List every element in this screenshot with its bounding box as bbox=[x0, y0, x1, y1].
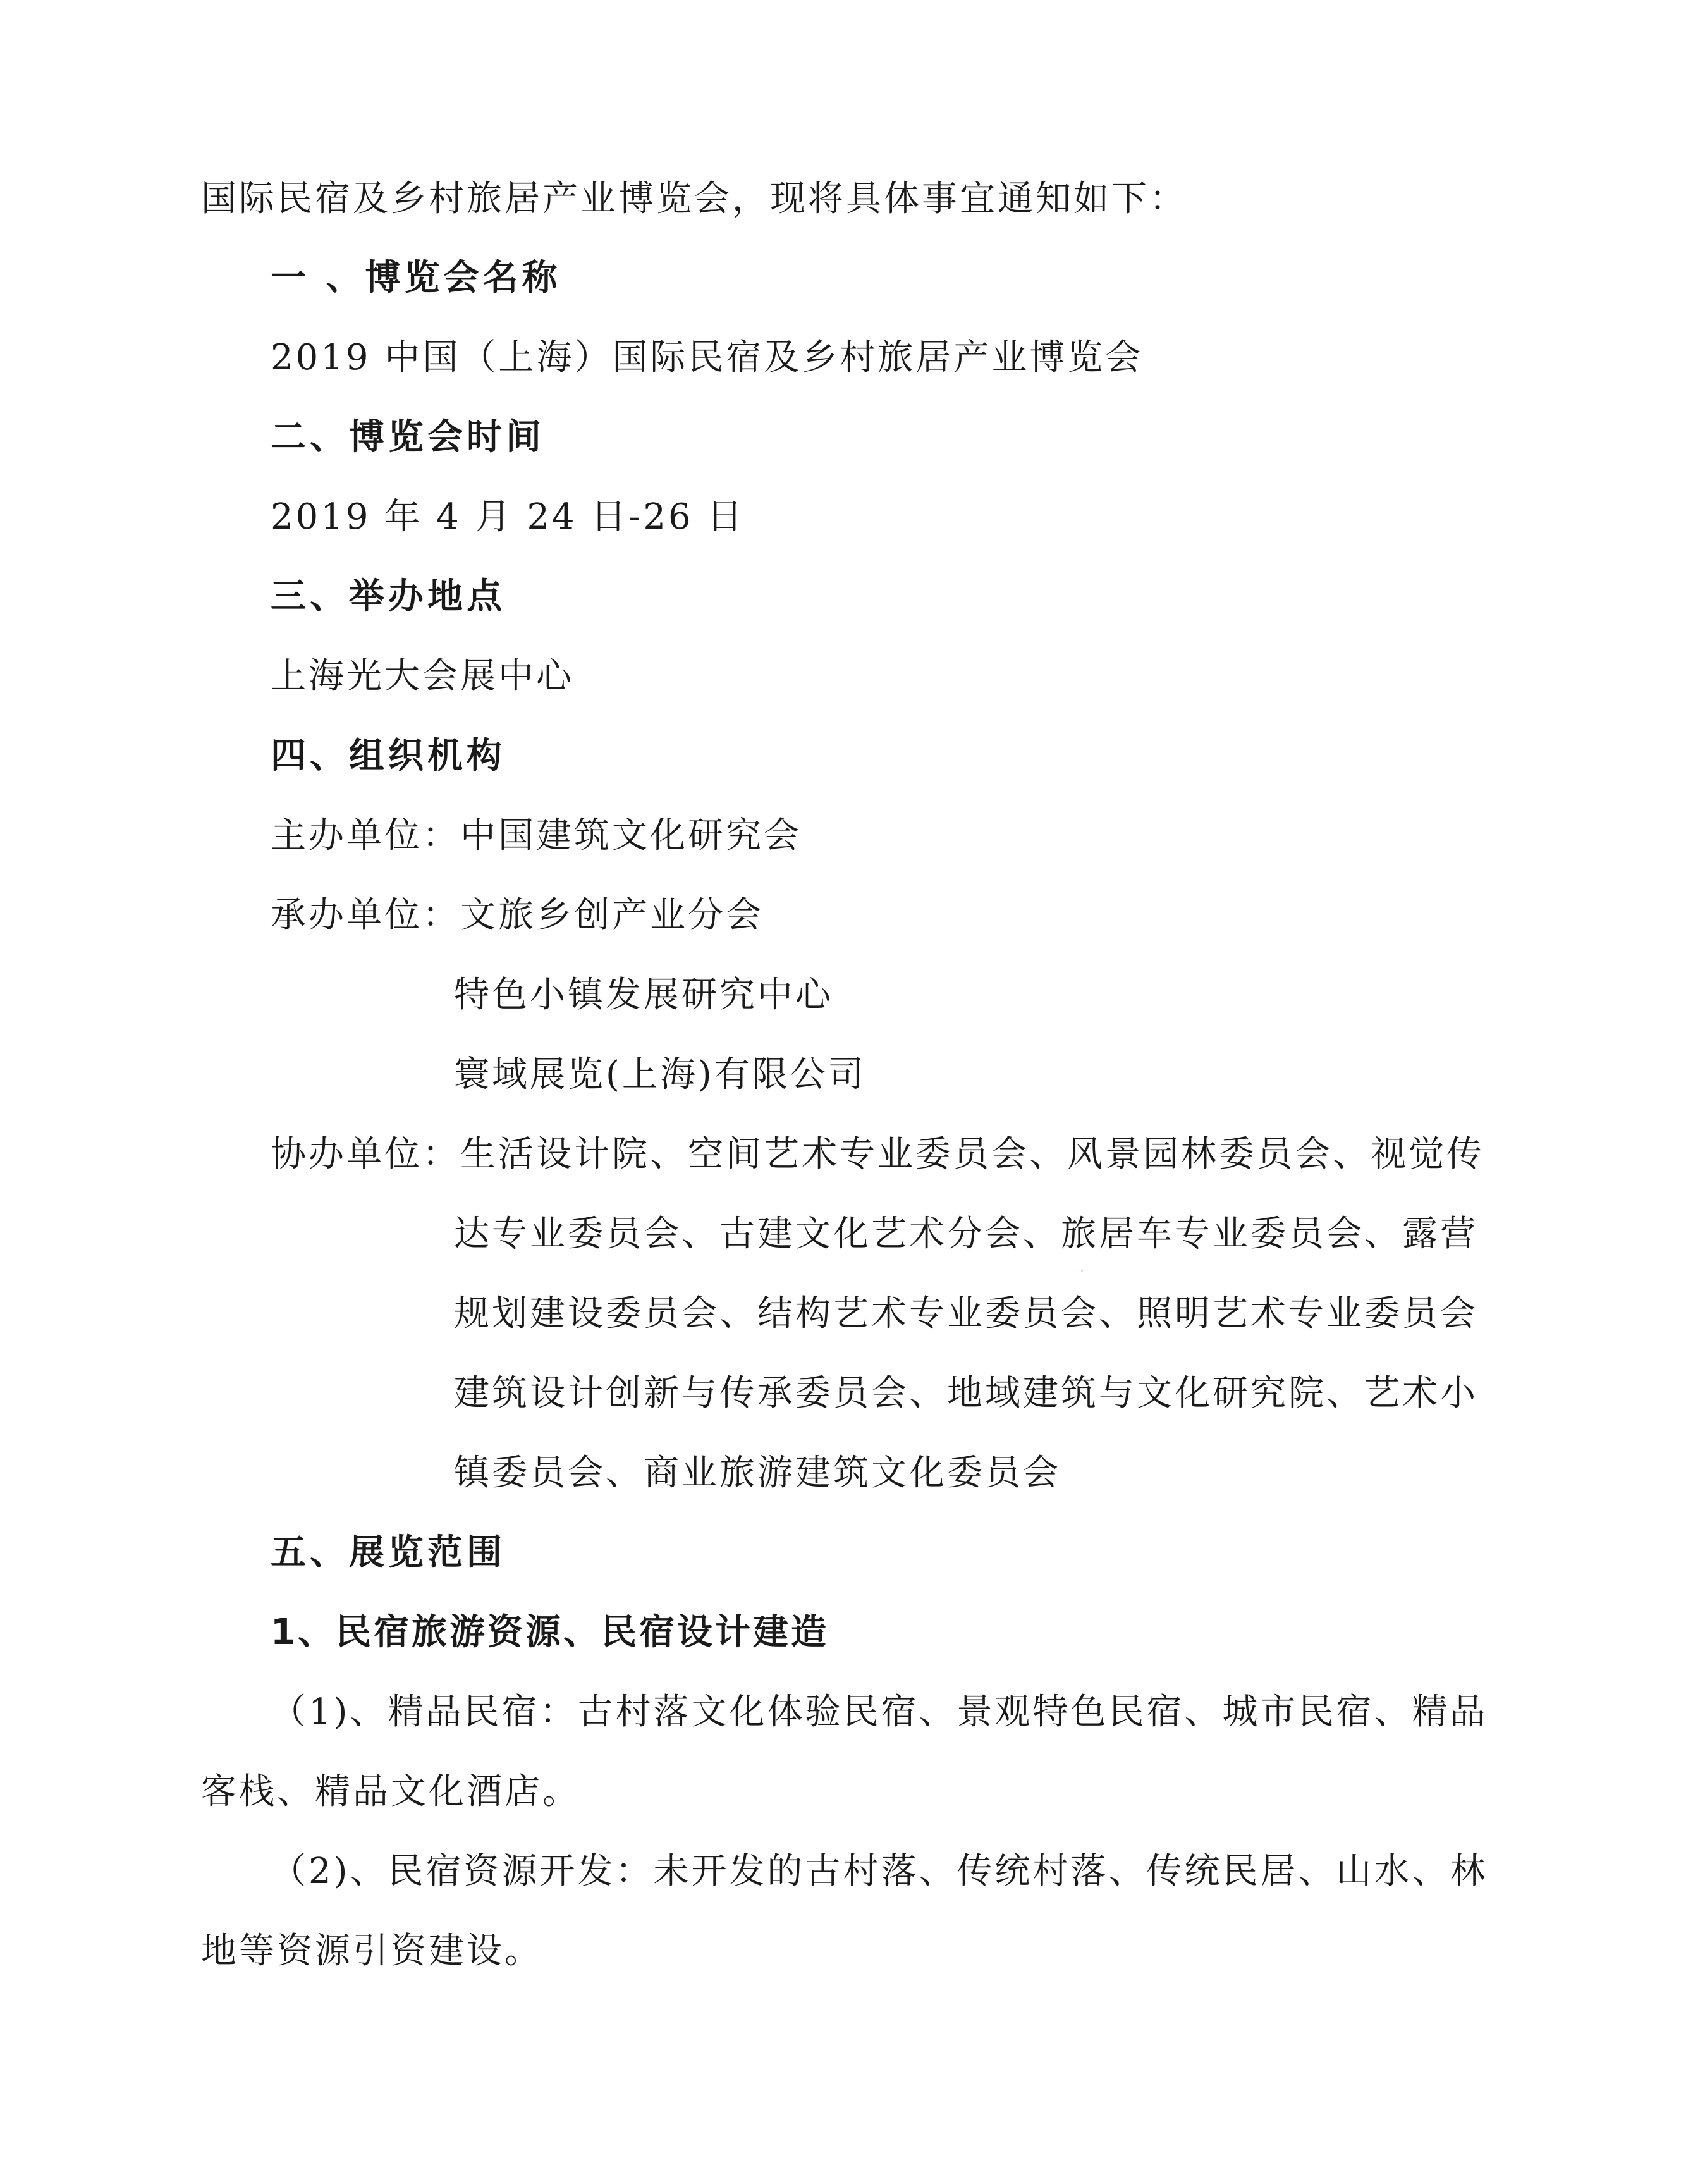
section-3-heading: 三、举办地点 bbox=[271, 576, 506, 617]
co-organizer-label: 协办单位： bbox=[271, 1134, 460, 1175]
organizer-value-3: 寰域展览(上海)有限公司 bbox=[454, 1054, 866, 1095]
section-3-content: 上海光大会展中心 bbox=[271, 656, 574, 697]
section-2-content: 2019 年 4 月 24 日-26 日 bbox=[271, 496, 745, 537]
co-organizer-line-4: 建筑设计创新与传承委员会、地域建筑与文化研究院、艺术小 bbox=[454, 1373, 1478, 1414]
co-organizer-line-3: 规划建设委员会、结构艺术专业委员会、照明艺术专业委员会 bbox=[454, 1293, 1478, 1334]
co-organizer-line-2: 达专业委员会、古建文化艺术分会、旅居车专业委员会、露营 bbox=[454, 1213, 1478, 1255]
organizer-value-2: 特色小镇发展研究中心 bbox=[454, 974, 833, 1015]
intro-paragraph: 国际民宿及乡村旅居产业博览会，现将具体事宜通知如下： bbox=[201, 178, 1187, 219]
organizer-value-1: 文旅乡创产业分会 bbox=[460, 895, 764, 936]
section-5-subheading: 1、民宿旅游资源、民宿设计建造 bbox=[271, 1612, 829, 1653]
section-1-heading: 一 、博览会名称 bbox=[271, 257, 561, 298]
item-2-line-2: 地等资源引资建设。 bbox=[201, 1930, 542, 1972]
section-1-content: 2019 中国（上海）国际民宿及乡村旅居产业博览会 bbox=[271, 337, 1144, 378]
item-1-line-1: （1)、精品民宿：古村落文化体验民宿、景观特色民宿、城市民宿、精品 bbox=[271, 1691, 1488, 1733]
scan-speck bbox=[1081, 1270, 1083, 1272]
item-1-line-2: 客栈、精品文化酒店。 bbox=[201, 1771, 580, 1812]
host-row bbox=[271, 812, 802, 860]
section-4-heading: 四、组织机构 bbox=[271, 735, 506, 776]
section-5-heading: 五、展览范围 bbox=[271, 1532, 506, 1573]
host-value: 中国建筑文化研究会 bbox=[460, 815, 802, 856]
item-2-line-1: （2)、民宿资源开发：未开发的古村落、传统村落、传统民居、山水、林 bbox=[271, 1851, 1488, 1892]
co-organizer-row bbox=[271, 1131, 1484, 1179]
organizer-row bbox=[271, 892, 764, 940]
host-label: 主办单位： bbox=[271, 815, 460, 856]
section-2-heading: 二、博览会时间 bbox=[271, 417, 545, 458]
co-organizer-line-1: 生活设计院、空间艺术专业委员会、风景园林委员会、视觉传 bbox=[460, 1134, 1484, 1175]
organizer-label: 承办单位： bbox=[271, 895, 460, 936]
co-organizer-line-5: 镇委员会、商业旅游建筑文化委员会 bbox=[454, 1452, 1061, 1494]
